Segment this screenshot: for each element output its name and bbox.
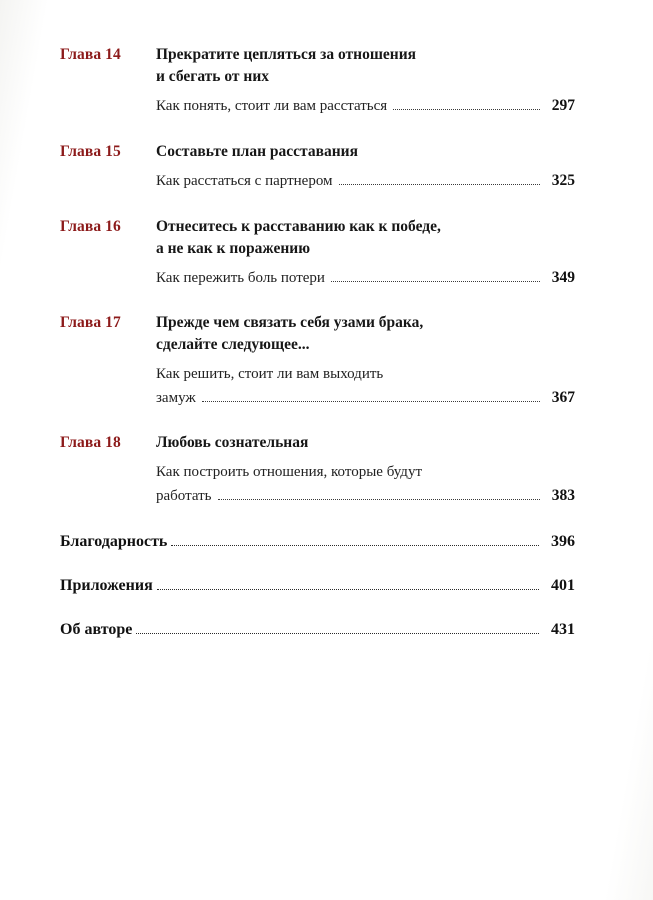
toc-entry-heading <box>60 216 575 260</box>
back-matter-title: Благодарность <box>60 533 168 551</box>
dot-leader <box>171 545 539 546</box>
page-number: 431 <box>551 621 575 639</box>
toc-entry <box>60 216 575 290</box>
chapter-title-line: Любовь сознательная <box>156 434 309 452</box>
page-number: 297 <box>551 97 575 114</box>
chapter-title-line: и сбегать от них <box>156 68 270 85</box>
chapter-label: Глава 14 <box>60 46 121 63</box>
toc-subtitle: Как понять, стоит ли вам расстаться <box>156 98 388 114</box>
back-matter-entry <box>60 621 575 639</box>
chapter-title <box>156 312 575 356</box>
toc-entry-heading <box>60 432 575 454</box>
dot-leader <box>136 633 539 634</box>
toc-entry <box>60 432 575 507</box>
chapter-title <box>156 44 575 88</box>
toc-subtitle-row <box>156 363 575 409</box>
chapter-title-line: Прекратите цепляться за отношения <box>156 46 417 63</box>
chapter-title-line: а не как к поражению <box>156 239 311 257</box>
chapter-label: Глава 15 <box>60 142 121 160</box>
chapter-title <box>156 216 575 260</box>
toc-entry <box>60 141 575 193</box>
toc-entry <box>60 312 575 409</box>
page-number: 367 <box>551 388 575 406</box>
toc-subtitle-row <box>156 267 575 290</box>
chapter-title-line: Составьте план расставания <box>156 142 358 160</box>
chapter-label: Глава 16 <box>60 217 121 235</box>
toc-entry-heading <box>60 44 575 88</box>
page-number: 325 <box>551 171 575 189</box>
toc-entry-heading <box>60 141 575 163</box>
dot-leader <box>331 281 540 282</box>
back-matter-title: Приложения <box>60 577 153 595</box>
toc-subtitle: Как пережить боль потери <box>156 269 325 286</box>
back-matter-entry <box>60 577 575 595</box>
chapter-title-line: сделайте следующее... <box>156 336 310 354</box>
page-number: 396 <box>551 533 575 551</box>
toc-subtitle-row <box>156 461 575 507</box>
chapter-label: Глава 18 <box>60 434 121 452</box>
toc-subtitle: Как решить, стоит ли вам выходить <box>156 366 384 383</box>
chapter-title <box>156 141 575 163</box>
toc-subtitle-cont: замуж <box>156 389 196 406</box>
chapter-title-line: Прежде чем связать себя узами брака, <box>156 314 424 332</box>
page-number: 401 <box>551 577 575 595</box>
dot-leader <box>393 109 540 110</box>
chapter-title <box>156 432 575 454</box>
dot-leader <box>157 589 539 590</box>
toc-subtitle: Как построить отношения, которые будут <box>156 464 422 481</box>
toc-subtitle: Как расстаться с партнером <box>156 172 333 189</box>
back-matter-entry <box>60 533 575 551</box>
toc-entry-heading <box>60 312 575 356</box>
dot-leader <box>202 401 540 402</box>
toc-subtitle-row <box>156 170 575 193</box>
dot-leader <box>218 499 541 500</box>
toc-subtitle-row <box>156 95 575 118</box>
page-number: 383 <box>551 486 575 504</box>
table-of-contents <box>60 44 575 639</box>
back-matter-title: Об авторе <box>60 621 133 639</box>
toc-subtitle-cont: работать <box>156 487 212 504</box>
dot-leader <box>339 184 540 185</box>
page-number: 349 <box>551 268 575 286</box>
chapter-title-line: Отнеситесь к расставанию как к победе, <box>156 217 441 235</box>
toc-entry <box>60 44 575 118</box>
chapter-label: Глава 17 <box>60 314 121 332</box>
